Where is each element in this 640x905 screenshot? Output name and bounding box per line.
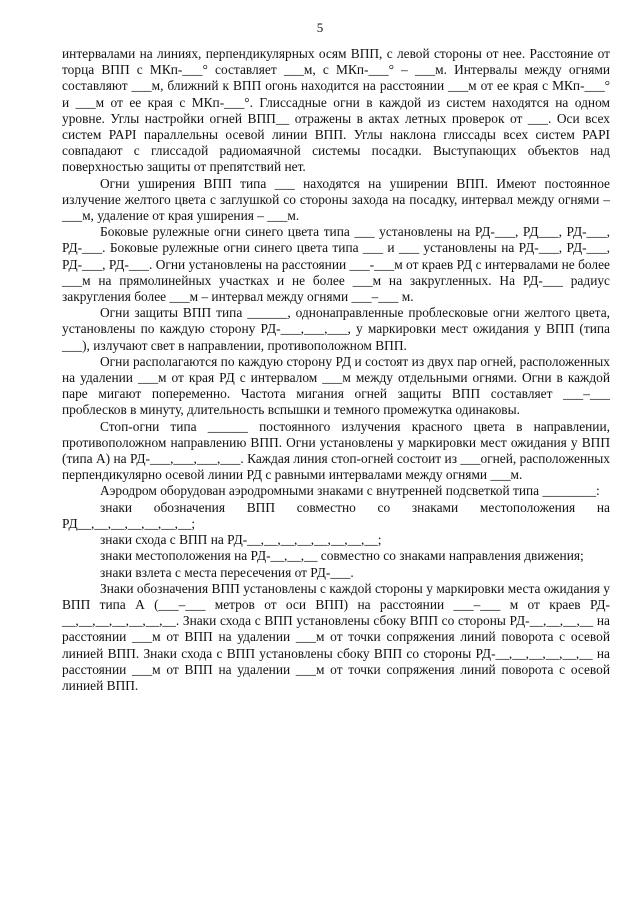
page-number: 5 (316, 20, 324, 35)
paragraph: Огни располагаются по каждую сторону РД и состоят из двух пар огней, расположенных на удалении ___м от края РД с интервалом ___м между отдельными огнями. Огни в каждой паре мигают попеременно. Частота мигания огней защиты ВПП составляет ___–___ проблесков в минуту, длительность вспышки и темного промежутка одинаковы. (62, 353, 610, 418)
document-body (62, 46, 610, 694)
paragraph: Аэродром оборудован аэродромными знаками с внутренней подсветкой типа ________: (100, 483, 600, 499)
paragraph: Огни уширения ВПП типа ___ находятся на уширении ВПП. Имеют постоянное излучение желтого цвета с заглушкой со стороны захода на посадку, интервал между огнями – ___м, удаление от края уширения – ___м. (62, 175, 610, 224)
paragraph: интервалами на линиях, перпендикулярных осям ВПП, с левой стороны от нее. Расстояние от торца ВПП с МКп-___° составляет ___м, с МКп-___° – ___м. Интервалы между огнями составляют ___м, ближний к ВПП огонь находится на расстоянии ___м от ее края с МКп-___° и ___м от ее края с МКп-___°. Глиссадные огни в каждой из систем находятся на одном уровне. Углы настройки огней ВПП__ отражены в актах летных проверок от ___. Оси всех систем PAPI параллельны осевой линии ВПП. Углы наклона глиссады всех систем PAPI совпадают с глиссадой радиомаячной системы посадки. Выступающих объектов над поверхностью защиты от препятствий нет. (62, 46, 610, 175)
paragraph: Огни защиты ВПП типа ______, однонаправленные проблесковые огни желтого цвета, установлены по каждую сторону РД-___,___,___, у маркировки мест ожидания у ВПП (типа ___), излучают свет в направлении, противоположном ВПП. (62, 305, 610, 353)
paragraph: знаки обозначения ВПП совместно со знаками местоположения на РД__,__,__,__,__,__,__; (62, 499, 610, 531)
paragraph: Стоп-огни типа ______ постоянного излучения красного цвета в направлении, противоположном направлению ВПП. Огни установлены у маркировки мест ожидания у ВПП (типа А) на РД-___,___,___,___. Каждая линия стоп-огней состоит из ___огней, расположенных перпендикулярно осевой линии РД с равными интервалами между огнями ___м. (62, 418, 610, 483)
paragraph: Знаки обозначения ВПП установлены с каждой стороны у маркировки места ожидания у ВПП типа А (___–___ метров от оси ВПП) на расстоянии ___–___ м от краев РД-__,__,__,__,__,__,__. Знаки схода с ВПП установлены сбоку ВПП со стороны РД-__,__,__,__ на расстоянии ___м от ВПП на удалении ___м от точки сопряжения линий поворота с осевой линией ВПП. Знаки схода с ВПП установлены сбоку ВПП со стороны РД-__,__,__,__,__,__ на расстоянии ___м от ВПП на удалении ___м от точки сопряжения линий поворота с осевой линией ВПП. (62, 580, 610, 693)
paragraph: знаки схода с ВПП на РД-__,__,__,__,__,__,__,__; (100, 532, 382, 548)
paragraph: знаки местоположения на РД-__,__,__ совместно со знаками направления движения; (100, 548, 584, 564)
paragraph: знаки взлета с места пересечения от РД-___. (100, 564, 354, 580)
paragraph: Боковые рулежные огни синего цвета типа ___ установлены на РД-___, РД___, РД-___, РД-___. Боковые рулежные огни синего цвета типа ___ и ___ установлены на РД-___, РД-___, РД-___, РД-___. Огни установлены на расстоянии ___-___м от краев РД с интервалами не более ___м на прямолинейных участках и не более ___м на закругленных. На РД-___ радиус закругления более ___м – интервал между огнями ___–___ м. (62, 224, 610, 305)
